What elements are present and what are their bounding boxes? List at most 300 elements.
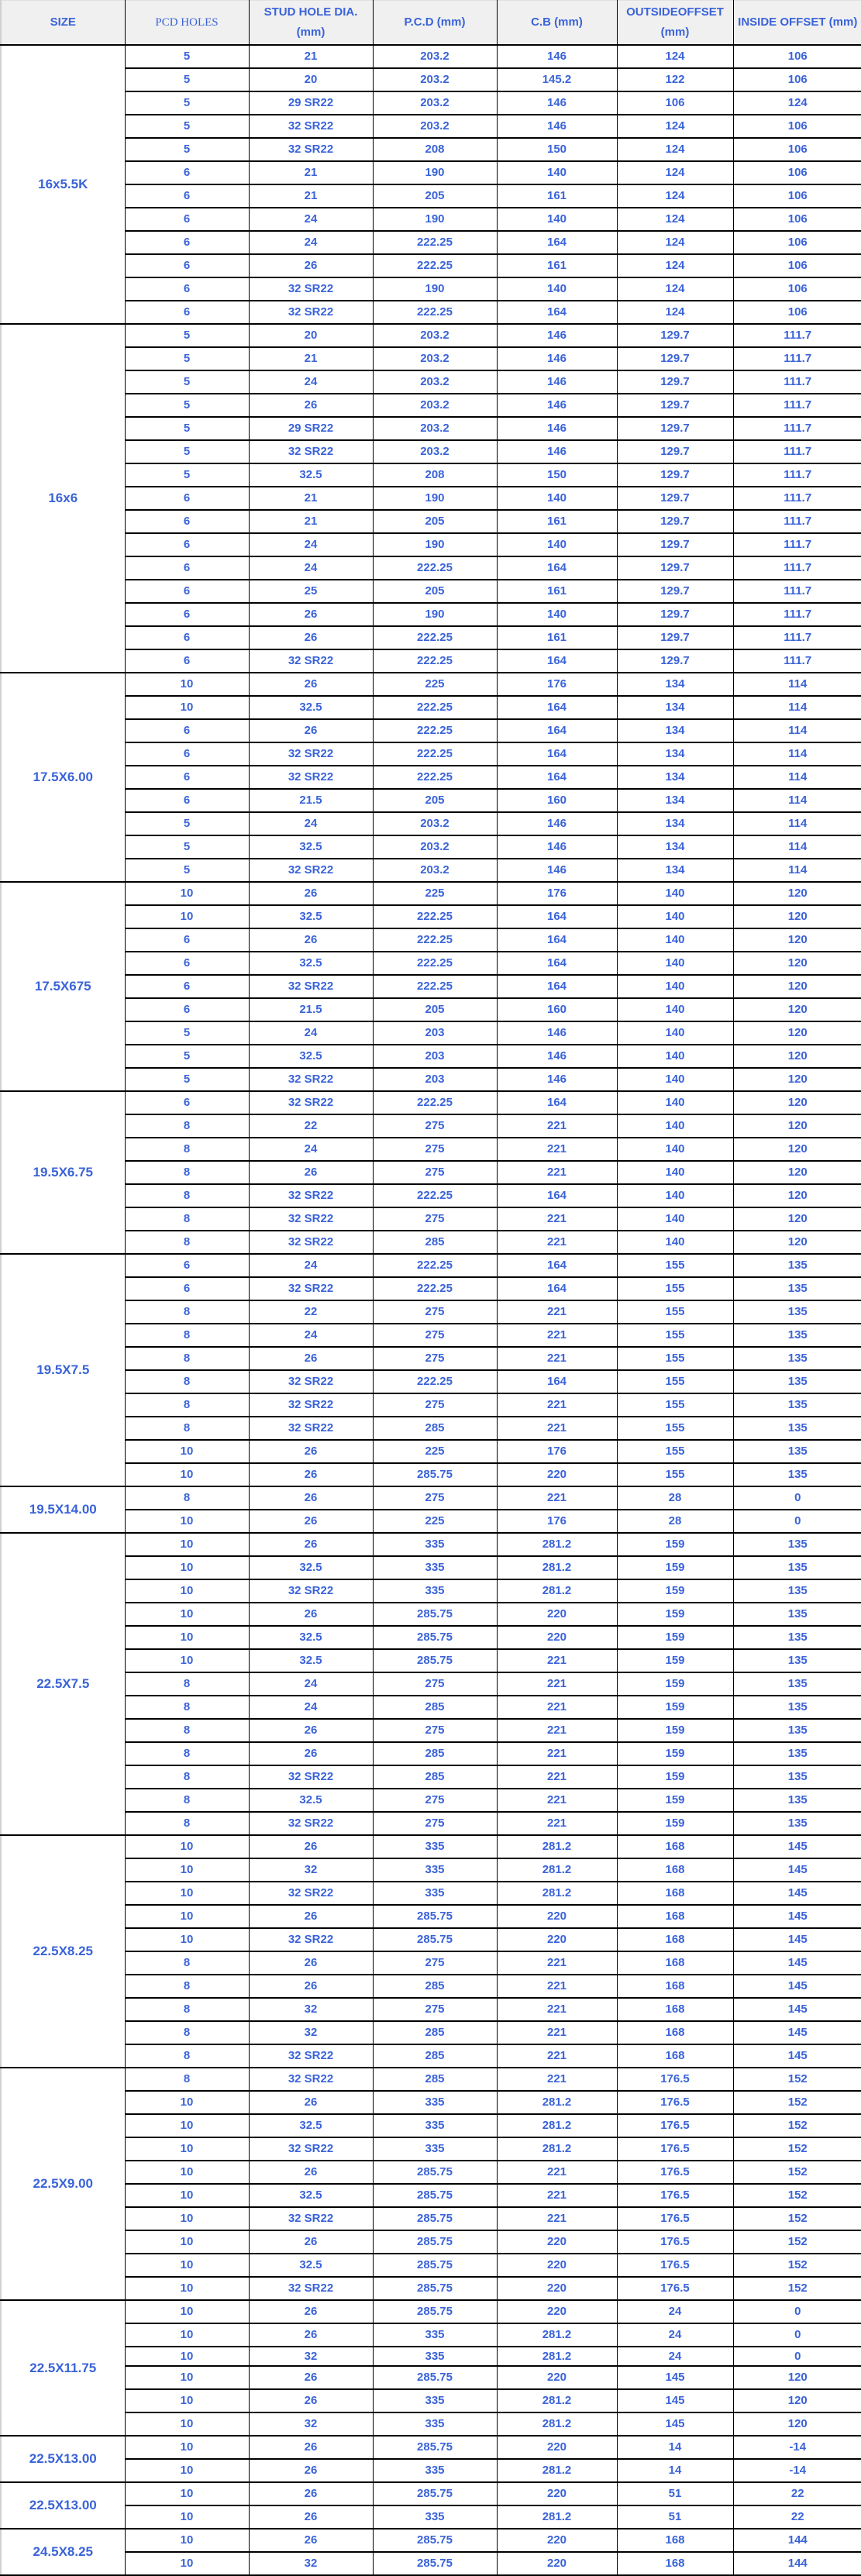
inside-offset-cell: 114 xyxy=(733,742,861,766)
stud-hole-dia-cell: 24 xyxy=(249,556,373,580)
pcd-holes-cell: 6 xyxy=(125,789,249,812)
pcd-holes-cell: 10 xyxy=(125,1579,249,1603)
inside-offset-cell: 111.7 xyxy=(733,487,861,510)
header-size: SIZE xyxy=(1,1,125,46)
cb-cell: 221 xyxy=(497,1789,617,1812)
inside-offset-cell: 114 xyxy=(733,673,861,696)
pcd-holes-cell: 10 xyxy=(125,2436,249,2459)
stud-hole-dia-cell: 26 xyxy=(249,2436,373,2459)
stud-hole-dia-cell: 32 xyxy=(249,2347,373,2366)
outside-offset-cell: 168 xyxy=(617,1905,733,1928)
outside-offset-cell: 134 xyxy=(617,789,733,812)
pcd-cell: 285.75 xyxy=(373,2230,497,2254)
pcd-cell: 203.2 xyxy=(373,394,497,417)
pcd-holes-cell: 6 xyxy=(125,510,249,533)
inside-offset-cell: 0 xyxy=(733,2347,861,2366)
inside-offset-cell: 152 xyxy=(733,2114,861,2137)
outside-offset-cell: 129.7 xyxy=(617,580,733,603)
cb-cell: 281.2 xyxy=(497,2505,617,2529)
table-row xyxy=(1,1277,861,1300)
pcd-cell: 205 xyxy=(373,789,497,812)
stud-hole-dia-cell: 29 SR22 xyxy=(249,91,373,115)
pcd-holes-cell: 10 xyxy=(125,1556,249,1579)
pcd-cell: 285.75 xyxy=(373,2207,497,2230)
cb-cell: 164 xyxy=(497,719,617,742)
outside-offset-cell: 14 xyxy=(617,2436,733,2459)
pcd-holes-cell: 10 xyxy=(125,2277,249,2300)
cb-cell: 164 xyxy=(497,696,617,719)
cb-cell: 220 xyxy=(497,1603,617,1626)
cb-cell: 281.2 xyxy=(497,2323,617,2347)
pcd-holes-cell: 10 xyxy=(125,2161,249,2184)
table-row xyxy=(1,2184,861,2207)
pcd-cell: 335 xyxy=(373,2459,497,2482)
outside-offset-cell: 145 xyxy=(617,2389,733,2412)
outside-offset-cell: 134 xyxy=(617,696,733,719)
size-cell: 22.5X8.25 xyxy=(1,1835,125,2068)
pcd-holes-cell: 10 xyxy=(125,1603,249,1626)
table-row xyxy=(1,1021,861,1045)
outside-offset-cell: 134 xyxy=(617,766,733,789)
pcd-holes-cell: 5 xyxy=(125,812,249,835)
table-row xyxy=(1,2091,861,2114)
inside-offset-cell: 135 xyxy=(733,1556,861,1579)
cb-cell: 164 xyxy=(497,1091,617,1114)
inside-offset-cell: 135 xyxy=(733,1649,861,1672)
pcd-cell: 285 xyxy=(373,2021,497,2044)
table-row xyxy=(1,952,861,975)
pcd-cell: 285.75 xyxy=(373,2436,497,2459)
inside-offset-cell: 120 xyxy=(733,1068,861,1091)
outside-offset-cell: 159 xyxy=(617,1765,733,1789)
cb-cell: 146 xyxy=(497,1068,617,1091)
table-row xyxy=(1,1440,861,1463)
size-cell: 22.5X7.5 xyxy=(1,1533,125,1835)
pcd-holes-cell: 6 xyxy=(125,952,249,975)
inside-offset-cell: 120 xyxy=(733,1231,861,1254)
outside-offset-cell: 159 xyxy=(617,1649,733,1672)
table-row xyxy=(1,2021,861,2044)
pcd-holes-cell: 10 xyxy=(125,1440,249,1463)
pcd-holes-cell: 8 xyxy=(125,1998,249,2021)
stud-hole-dia-cell: 32 SR22 xyxy=(249,1417,373,1440)
pcd-holes-cell: 8 xyxy=(125,1161,249,1184)
cb-cell: 220 xyxy=(497,2529,617,2552)
cb-cell: 281.2 xyxy=(497,2347,617,2366)
cb-cell: 150 xyxy=(497,138,617,161)
inside-offset-cell: 135 xyxy=(733,1393,861,1417)
pcd-cell: 203.2 xyxy=(373,45,497,68)
stud-hole-dia-cell: 32.5 xyxy=(249,2254,373,2277)
outside-offset-cell: 155 xyxy=(617,1370,733,1393)
pcd-cell: 335 xyxy=(373,2389,497,2412)
pcd-cell: 203.2 xyxy=(373,68,497,91)
table-row xyxy=(1,2207,861,2230)
outside-offset-cell: 134 xyxy=(617,812,733,835)
table-row xyxy=(1,1091,861,1114)
header-inside-offset: INSIDE OFFSET (mm) xyxy=(733,1,861,46)
cb-cell: 221 xyxy=(497,2207,617,2230)
pcd-holes-cell: 6 xyxy=(125,742,249,766)
table-row xyxy=(1,1858,861,1882)
table-row xyxy=(1,1510,861,1533)
table-row xyxy=(1,2323,861,2347)
stud-hole-dia-cell: 24 xyxy=(249,1696,373,1719)
table-row xyxy=(1,928,861,952)
outside-offset-cell: 124 xyxy=(617,161,733,184)
table-row xyxy=(1,742,861,766)
cb-cell: 221 xyxy=(497,2184,617,2207)
table-row xyxy=(1,2044,861,2068)
outside-offset-cell: 124 xyxy=(617,45,733,68)
table-row xyxy=(1,2482,861,2505)
inside-offset-cell: 106 xyxy=(733,45,861,68)
outside-offset-cell: 176.5 xyxy=(617,2161,733,2184)
table-row xyxy=(1,1975,861,1998)
stud-hole-dia-cell: 32 xyxy=(249,1998,373,2021)
inside-offset-cell: 152 xyxy=(733,2230,861,2254)
cb-cell: 140 xyxy=(497,603,617,626)
table-row xyxy=(1,347,861,370)
stud-hole-dia-cell: 21 xyxy=(249,161,373,184)
stud-hole-dia-cell: 32 SR22 xyxy=(249,2207,373,2230)
stud-hole-dia-cell: 32 SR22 xyxy=(249,2044,373,2068)
pcd-holes-cell: 8 xyxy=(125,1765,249,1789)
stud-hole-dia-cell: 32.5 xyxy=(249,1789,373,1812)
outside-offset-cell: 168 xyxy=(617,1975,733,1998)
stud-hole-dia-cell: 26 xyxy=(249,1510,373,1533)
size-cell: 19.5X7.5 xyxy=(1,1254,125,1486)
inside-offset-cell: 120 xyxy=(733,975,861,998)
pcd-holes-cell: 10 xyxy=(125,2114,249,2137)
stud-hole-dia-cell: 32 SR22 xyxy=(249,859,373,882)
table-row xyxy=(1,1672,861,1696)
pcd-cell: 335 xyxy=(373,2114,497,2137)
stud-hole-dia-cell: 24 xyxy=(249,1138,373,1161)
inside-offset-cell: 135 xyxy=(733,1719,861,1742)
cb-cell: 140 xyxy=(497,208,617,231)
header-row xyxy=(1,1,861,46)
stud-hole-dia-cell: 24 xyxy=(249,1324,373,1347)
stud-hole-dia-cell: 21.5 xyxy=(249,789,373,812)
outside-offset-cell: 176.5 xyxy=(617,2184,733,2207)
stud-hole-dia-cell: 26 xyxy=(249,1719,373,1742)
inside-offset-cell: 111.7 xyxy=(733,394,861,417)
stud-hole-dia-cell: 32.5 xyxy=(249,1045,373,1068)
pcd-cell: 275 xyxy=(373,1347,497,1370)
pcd-holes-cell: 10 xyxy=(125,1882,249,1905)
inside-offset-cell: 111.7 xyxy=(733,533,861,556)
cb-cell: 146 xyxy=(497,440,617,463)
outside-offset-cell: 140 xyxy=(617,975,733,998)
table-row xyxy=(1,161,861,184)
cb-cell: 220 xyxy=(497,2436,617,2459)
inside-offset-cell: 152 xyxy=(733,2207,861,2230)
pcd-holes-cell: 8 xyxy=(125,1696,249,1719)
size-cell: 17.5X675 xyxy=(1,882,125,1091)
cb-cell: 161 xyxy=(497,184,617,208)
pcd-holes-cell: 5 xyxy=(125,859,249,882)
table-row xyxy=(1,1812,861,1835)
outside-offset-cell: 168 xyxy=(617,2529,733,2552)
stud-hole-dia-cell: 32 SR22 xyxy=(249,1184,373,1207)
table-row xyxy=(1,440,861,463)
inside-offset-cell: 145 xyxy=(733,1928,861,1951)
pcd-holes-cell: 5 xyxy=(125,68,249,91)
outside-offset-cell: 159 xyxy=(617,1603,733,1626)
pcd-holes-cell: 10 xyxy=(125,1533,249,1556)
stud-hole-dia-cell: 26 xyxy=(249,882,373,905)
inside-offset-cell: 106 xyxy=(733,115,861,138)
cb-cell: 281.2 xyxy=(497,1579,617,1603)
cb-cell: 281.2 xyxy=(497,2091,617,2114)
cb-cell: 146 xyxy=(497,91,617,115)
table-row xyxy=(1,45,861,68)
cb-cell: 281.2 xyxy=(497,2137,617,2161)
outside-offset-cell: 106 xyxy=(617,91,733,115)
table-row xyxy=(1,1370,861,1393)
stud-hole-dia-cell: 24 xyxy=(249,370,373,394)
outside-offset-cell: 129.7 xyxy=(617,487,733,510)
pcd-holes-cell: 10 xyxy=(125,2300,249,2323)
table-row xyxy=(1,2254,861,2277)
inside-offset-cell: 111.7 xyxy=(733,463,861,487)
cb-cell: 146 xyxy=(497,370,617,394)
pcd-cell: 285.75 xyxy=(373,2161,497,2184)
stud-hole-dia-cell: 26 xyxy=(249,1347,373,1370)
stud-hole-dia-cell: 32 xyxy=(249,1858,373,1882)
cb-cell: 146 xyxy=(497,859,617,882)
cb-cell: 220 xyxy=(497,2230,617,2254)
size-cell: 19.5X6.75 xyxy=(1,1091,125,1254)
table-row xyxy=(1,324,861,347)
pcd-cell: 275 xyxy=(373,1951,497,1975)
inside-offset-cell: 120 xyxy=(733,1161,861,1184)
cb-cell: 281.2 xyxy=(497,1835,617,1858)
outside-offset-cell: 129.7 xyxy=(617,533,733,556)
cb-cell: 146 xyxy=(497,394,617,417)
table-row xyxy=(1,1556,861,1579)
pcd-holes-cell: 6 xyxy=(125,301,249,324)
table-row xyxy=(1,394,861,417)
table-row xyxy=(1,1928,861,1951)
pcd-holes-cell: 10 xyxy=(125,2137,249,2161)
table-row xyxy=(1,1138,861,1161)
pcd-holes-cell: 10 xyxy=(125,1928,249,1951)
stud-hole-dia-cell: 32 SR22 xyxy=(249,1928,373,1951)
pcd-holes-cell: 8 xyxy=(125,1719,249,1742)
pcd-cell: 203.2 xyxy=(373,91,497,115)
stud-hole-dia-cell: 26 xyxy=(249,254,373,277)
outside-offset-cell: 134 xyxy=(617,673,733,696)
table-row xyxy=(1,91,861,115)
pcd-cell: 275 xyxy=(373,1207,497,1231)
cb-cell: 161 xyxy=(497,254,617,277)
outside-offset-cell: 129.7 xyxy=(617,649,733,673)
stud-hole-dia-cell: 32.5 xyxy=(249,905,373,928)
pcd-cell: 205 xyxy=(373,580,497,603)
outside-offset-cell: 129.7 xyxy=(617,626,733,649)
pcd-holes-cell: 8 xyxy=(125,1207,249,1231)
pcd-cell: 208 xyxy=(373,463,497,487)
inside-offset-cell: 120 xyxy=(733,2389,861,2412)
header-cb: C.B (mm) xyxy=(497,1,617,46)
cb-cell: 220 xyxy=(497,2482,617,2505)
outside-offset-cell: 124 xyxy=(617,115,733,138)
inside-offset-cell: 145 xyxy=(733,1835,861,1858)
pcd-holes-cell: 6 xyxy=(125,231,249,254)
outside-offset-cell: 129.7 xyxy=(617,324,733,347)
pcd-cell: 203.2 xyxy=(373,417,497,440)
stud-hole-dia-cell: 32.5 xyxy=(249,1626,373,1649)
table-row xyxy=(1,1533,861,1556)
table-row xyxy=(1,649,861,673)
inside-offset-cell: 0 xyxy=(733,2323,861,2347)
outside-offset-cell: 124 xyxy=(617,138,733,161)
outside-offset-cell: 129.7 xyxy=(617,603,733,626)
inside-offset-cell: 111.7 xyxy=(733,324,861,347)
cb-cell: 146 xyxy=(497,45,617,68)
cb-cell: 161 xyxy=(497,626,617,649)
pcd-holes-cell: 6 xyxy=(125,649,249,673)
pcd-holes-cell: 10 xyxy=(125,2505,249,2529)
pcd-holes-cell: 6 xyxy=(125,254,249,277)
stud-hole-dia-cell: 26 xyxy=(249,1533,373,1556)
pcd-holes-cell: 6 xyxy=(125,1091,249,1114)
outside-offset-cell: 176.5 xyxy=(617,2277,733,2300)
cb-cell: 164 xyxy=(497,742,617,766)
stud-hole-dia-cell: 26 xyxy=(249,2230,373,2254)
stud-hole-dia-cell: 24 xyxy=(249,1672,373,1696)
pcd-cell: 222.25 xyxy=(373,254,497,277)
stud-hole-dia-cell: 32.5 xyxy=(249,952,373,975)
table-row xyxy=(1,1207,861,1231)
pcd-holes-cell: 8 xyxy=(125,1184,249,1207)
outside-offset-cell: 129.7 xyxy=(617,440,733,463)
pcd-holes-cell: 10 xyxy=(125,882,249,905)
stud-hole-dia-cell: 26 xyxy=(249,1440,373,1463)
pcd-holes-cell: 6 xyxy=(125,975,249,998)
stud-hole-dia-cell: 32 SR22 xyxy=(249,649,373,673)
table-header xyxy=(1,1,861,46)
pcd-holes-cell: 10 xyxy=(125,2207,249,2230)
outside-offset-cell: 176.5 xyxy=(617,2068,733,2091)
pcd-cell: 275 xyxy=(373,1138,497,1161)
pcd-holes-cell: 8 xyxy=(125,1742,249,1765)
pcd-cell: 285 xyxy=(373,1975,497,1998)
pcd-holes-cell: 6 xyxy=(125,998,249,1021)
pcd-cell: 335 xyxy=(373,2412,497,2436)
pcd-holes-cell: 6 xyxy=(125,928,249,952)
inside-offset-cell: 111.7 xyxy=(733,510,861,533)
inside-offset-cell: 152 xyxy=(733,2091,861,2114)
pcd-cell: 203 xyxy=(373,1021,497,1045)
pcd-cell: 285.75 xyxy=(373,2482,497,2505)
inside-offset-cell: 106 xyxy=(733,138,861,161)
stud-hole-dia-cell: 32 SR22 xyxy=(249,1091,373,1114)
pcd-cell: 222.25 xyxy=(373,696,497,719)
inside-offset-cell: 114 xyxy=(733,719,861,742)
pcd-holes-cell: 5 xyxy=(125,45,249,68)
size-cell: 17.5X6.00 xyxy=(1,673,125,882)
table-row xyxy=(1,766,861,789)
pcd-holes-cell: 8 xyxy=(125,1393,249,1417)
cb-cell: 220 xyxy=(497,1905,617,1928)
table-row xyxy=(1,1719,861,1742)
pcd-holes-cell: 10 xyxy=(125,1510,249,1533)
outside-offset-cell: 176.5 xyxy=(617,2207,733,2230)
table-row xyxy=(1,115,861,138)
outside-offset-cell: 159 xyxy=(617,1556,733,1579)
pcd-holes-cell: 10 xyxy=(125,2091,249,2114)
table-row xyxy=(1,1603,861,1626)
pcd-cell: 275 xyxy=(373,1672,497,1696)
cb-cell: 140 xyxy=(497,277,617,301)
pcd-cell: 335 xyxy=(373,1835,497,1858)
cb-cell: 221 xyxy=(497,2068,617,2091)
pcd-cell: 222.25 xyxy=(373,952,497,975)
inside-offset-cell: 135 xyxy=(733,1812,861,1835)
stud-hole-dia-cell: 32 SR22 xyxy=(249,2277,373,2300)
inside-offset-cell: 22 xyxy=(733,2482,861,2505)
pcd-cell: 203.2 xyxy=(373,859,497,882)
table-row xyxy=(1,231,861,254)
outside-offset-cell: 28 xyxy=(617,1510,733,1533)
pcd-holes-cell: 10 xyxy=(125,1835,249,1858)
inside-offset-cell: 106 xyxy=(733,184,861,208)
stud-hole-dia-cell: 24 xyxy=(249,812,373,835)
inside-offset-cell: 135 xyxy=(733,1789,861,1812)
table-body xyxy=(1,45,861,2575)
inside-offset-cell: 152 xyxy=(733,2068,861,2091)
pcd-holes-cell: 6 xyxy=(125,766,249,789)
table-row xyxy=(1,1765,861,1789)
stud-hole-dia-cell: 32 SR22 xyxy=(249,440,373,463)
stud-hole-dia-cell: 32 SR22 xyxy=(249,1370,373,1393)
inside-offset-cell: 152 xyxy=(733,2137,861,2161)
outside-offset-cell: 168 xyxy=(617,1835,733,1858)
stud-hole-dia-cell: 29 SR22 xyxy=(249,417,373,440)
inside-offset-cell: 111.7 xyxy=(733,649,861,673)
table-row xyxy=(1,533,861,556)
outside-offset-cell: 140 xyxy=(617,1184,733,1207)
size-cell: 22.5X13.00 xyxy=(1,2436,125,2482)
pcd-cell: 225 xyxy=(373,1440,497,1463)
table-row xyxy=(1,487,861,510)
outside-offset-cell: 176.5 xyxy=(617,2254,733,2277)
pcd-holes-cell: 6 xyxy=(125,161,249,184)
stud-hole-dia-cell: 32 SR22 xyxy=(249,1068,373,1091)
cb-cell: 221 xyxy=(497,1672,617,1696)
table-row xyxy=(1,184,861,208)
outside-offset-cell: 122 xyxy=(617,68,733,91)
stud-hole-dia-cell: 32 SR22 xyxy=(249,2137,373,2161)
outside-offset-cell: 129.7 xyxy=(617,394,733,417)
stud-hole-dia-cell: 24 xyxy=(249,1021,373,1045)
outside-offset-cell: 140 xyxy=(617,998,733,1021)
inside-offset-cell: 111.7 xyxy=(733,556,861,580)
inside-offset-cell: 106 xyxy=(733,68,861,91)
stud-hole-dia-cell: 32 xyxy=(249,2552,373,2575)
pcd-holes-cell: 6 xyxy=(125,1277,249,1300)
outside-offset-cell: 140 xyxy=(617,952,733,975)
pcd-holes-cell: 10 xyxy=(125,1858,249,1882)
cb-cell: 221 xyxy=(497,1347,617,1370)
inside-offset-cell: 145 xyxy=(733,2044,861,2068)
pcd-cell: 285.75 xyxy=(373,1649,497,1672)
table-row xyxy=(1,277,861,301)
cb-cell: 146 xyxy=(497,115,617,138)
